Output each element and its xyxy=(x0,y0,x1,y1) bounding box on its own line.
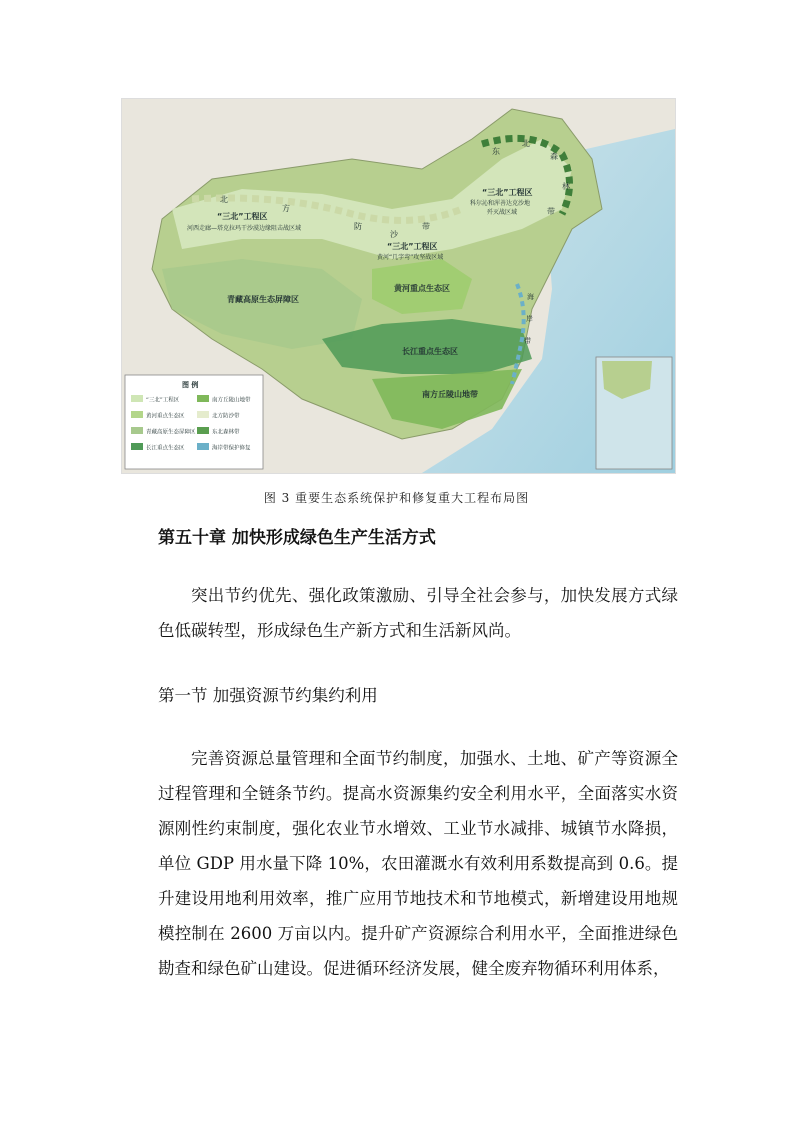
label-sanbei-center: “三北”工程区 xyxy=(387,242,438,251)
label-sanbei-west: “三北”工程区 xyxy=(217,212,268,221)
belt-north-char: 沙 xyxy=(390,230,398,239)
belt-north-char: 防 xyxy=(354,222,362,231)
belt-coast-char: 岸 xyxy=(526,315,533,323)
belt-ne-char: 北 xyxy=(522,139,530,148)
label-yellow-river: 黄河重点生态区 xyxy=(394,284,450,293)
legend-title: 图 例 xyxy=(182,381,199,389)
legend-item-label: 北方防沙带 xyxy=(212,413,240,420)
label-sanbei-west-sub: 河西走廊—塔克拉玛干沙漠边缘阻击战区域 xyxy=(187,225,302,232)
legend-item-label: 南方丘陵山地带 xyxy=(212,397,251,404)
south-china-sea-inset xyxy=(596,357,672,469)
belt-ne-char: 东 xyxy=(492,147,500,156)
belt-north-char: 带 xyxy=(422,222,430,231)
label-sanbei-ne: “三北”工程区 xyxy=(482,188,533,197)
intro-paragraph: 突出节约优先、强化政策激励、引导全社会参与，加快发展方式绿色低碳转型，形成绿色生产新方式和生活新风尚。 xyxy=(158,586,678,640)
legend-item-label: 黄河重点生态区 xyxy=(146,413,185,420)
section-paragraph: 完善资源总量管理和全面节约制度，加强水、土地、矿产等资源全过程管理和全链条节约。提高水资源集约安全利用水平，全面落实水资源刚性约束制度，强化农业节水增效、工业节水减排、城镇节水降损，单位 GDP 用水量下降 10%，农田灌溉水有效利用系数提高到 0.6。提升建设用地利用效率，推广应用节地技术和节地模式，新增建设用地规模控制在 2600 万亩以内。提升矿产资源综合利用水平，全面推进绿色勘查和绿色矿山建设。促进循环经济发展，健全废弃物循环利用体系， xyxy=(158,749,678,978)
belt-ne-char: 林 xyxy=(562,182,570,191)
legend-swatch xyxy=(197,411,209,418)
legend-swatch xyxy=(197,427,209,434)
belt-north-char: 方 xyxy=(282,204,290,213)
belt-coast-char: 海 xyxy=(527,293,534,301)
legend-item-label: 海岸带保护修复 xyxy=(212,445,251,452)
map-legend xyxy=(125,375,263,469)
label-sanbei-center-sub: 黄河“几字弯”攻坚战区域 xyxy=(377,254,444,261)
label-south-hills: 南方丘陵山地带 xyxy=(422,390,478,399)
belt-ne-char: 带 xyxy=(547,207,555,216)
label-sanbei-ne-sub2: 歼灭战区域 xyxy=(487,209,518,216)
legend-swatch xyxy=(197,395,209,402)
legend-swatch xyxy=(131,443,143,450)
belt-north-char: 北 xyxy=(220,195,228,204)
legend-item-label: “三北”工程区 xyxy=(146,397,180,404)
legend-item-label: 东北森林带 xyxy=(212,429,240,436)
ecosystem-map xyxy=(121,98,676,474)
label-yangtze: 长江重点生态区 xyxy=(402,347,458,356)
legend-item-label: 长江重点生态区 xyxy=(146,445,185,452)
figure-caption: 图 3 重要生态系统保护和修复重大工程布局图 xyxy=(263,491,530,505)
label-sanbei-ne-sub1: 科尔沁和浑善达克沙地 xyxy=(470,200,531,207)
legend-swatch xyxy=(131,395,143,402)
legend-swatch xyxy=(197,443,209,450)
legend-item-label: 青藏高原生态屏障区 xyxy=(146,429,196,436)
chapter-title: 第五十章 加快形成绿色生产生活方式 xyxy=(158,528,436,548)
belt-ne-char: 森 xyxy=(550,152,558,161)
belt-coast-char: 带 xyxy=(524,337,531,345)
label-qinghai-tibet: 青藏高原生态屏障区 xyxy=(227,295,299,304)
legend-swatch xyxy=(131,411,143,418)
legend-swatch xyxy=(131,427,143,434)
section-title: 第一节 加强资源节约集约利用 xyxy=(158,686,378,705)
